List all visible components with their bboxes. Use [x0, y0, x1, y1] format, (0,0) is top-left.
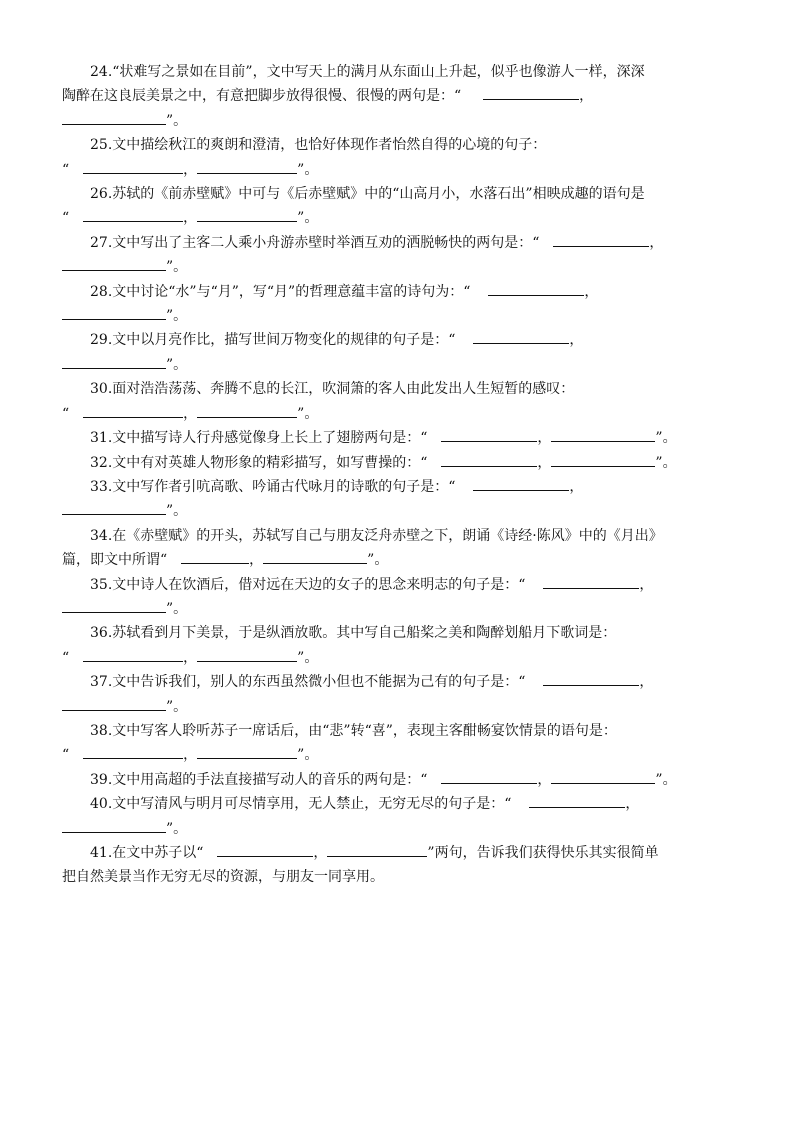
question-41-pre: 41.在文中苏子以“	[90, 845, 204, 861]
answer-blank[interactable]	[553, 231, 649, 247]
comma: ，	[625, 796, 640, 813]
answer-blank[interactable]	[217, 841, 313, 857]
closing-quote: ”。	[297, 210, 319, 227]
answer-blank[interactable]	[263, 548, 367, 564]
comma: ，	[183, 405, 198, 422]
question-36-answer	[62, 646, 742, 670]
opening-quote: “	[62, 649, 70, 666]
question-29	[62, 328, 742, 352]
closing-quote: ”。	[297, 161, 319, 178]
answer-blank[interactable]	[83, 206, 183, 222]
question-39	[62, 768, 742, 792]
question-31-text: 31.文中描写诗人行舟感觉像身上长上了翅膀两句是：“	[90, 430, 428, 447]
answer-blank[interactable]	[62, 109, 166, 125]
comma: ，	[579, 88, 594, 105]
answer-blank[interactable]	[83, 158, 183, 174]
question-26	[62, 182, 742, 206]
comma: ，	[183, 649, 198, 666]
answer-blank[interactable]	[473, 475, 569, 491]
answer-blank[interactable]	[62, 597, 166, 613]
question-41-line2: 把自然美景当作无穷无尽的资源，与朋友一同享用。	[62, 869, 384, 886]
comma: ，	[537, 771, 552, 788]
question-29-text: 29.文中以月亮作比，描写世间万物变化的规律的句子是：“	[90, 332, 456, 349]
question-32	[62, 451, 742, 475]
closing-quote: ”。	[655, 454, 677, 471]
question-35-text: 35.文中诗人在饮酒后，借对远在天边的女子的思念来明志的句子是：“	[90, 576, 526, 593]
closing-quote: ”。	[297, 747, 319, 764]
answer-blank[interactable]	[197, 158, 297, 174]
comma: ，	[183, 161, 198, 178]
answer-blank[interactable]	[551, 768, 655, 784]
question-41-cont	[62, 865, 742, 889]
question-28	[62, 280, 742, 304]
answer-blank[interactable]	[62, 817, 166, 833]
opening-quote: “	[62, 747, 70, 764]
answer-blank[interactable]	[441, 768, 537, 784]
answer-blank[interactable]	[483, 84, 579, 100]
answer-blank[interactable]	[441, 451, 537, 467]
answer-blank[interactable]	[62, 695, 166, 711]
question-26-answer	[62, 206, 742, 230]
closing-quote: ”。	[166, 698, 188, 715]
question-27	[62, 231, 742, 255]
question-25	[62, 133, 742, 157]
answer-blank[interactable]	[62, 304, 166, 320]
comma: ，	[584, 283, 599, 300]
closing-quote: ”。	[166, 308, 188, 325]
closing-quote: ”。	[655, 771, 677, 788]
answer-blank[interactable]	[181, 548, 249, 564]
closing-quote: ”。	[297, 405, 319, 422]
question-27-end	[62, 255, 742, 279]
answer-blank[interactable]	[62, 499, 166, 515]
question-35	[62, 573, 742, 597]
answer-blank[interactable]	[441, 426, 537, 442]
opening-quote: “	[62, 405, 70, 422]
comma: ，	[569, 478, 584, 495]
answer-blank[interactable]	[83, 743, 183, 759]
answer-blank[interactable]	[473, 328, 569, 344]
question-29-end	[62, 353, 742, 377]
opening-quote: “	[62, 210, 70, 227]
comma: ，	[183, 747, 198, 764]
comma: ，	[649, 234, 664, 251]
question-41-post: ”两句，告诉我们获得快乐其实很简单	[427, 845, 659, 861]
question-37-end	[62, 695, 742, 719]
question-34	[62, 524, 742, 548]
question-41	[62, 841, 742, 865]
answer-blank[interactable]	[488, 280, 584, 296]
answer-blank[interactable]	[83, 402, 183, 418]
closing-quote: ”。	[166, 503, 188, 520]
comma: ，	[249, 552, 264, 569]
question-40	[62, 792, 742, 816]
closing-quote: ”。	[297, 649, 319, 666]
question-38	[62, 719, 742, 743]
answer-blank[interactable]	[551, 426, 655, 442]
question-40-end	[62, 817, 742, 841]
question-38-answer	[62, 743, 742, 767]
question-24	[62, 60, 742, 84]
question-38-text: 38.文中写客人聆听苏子一席话后，由“悲”转“喜”，表现主客酣畅宴饮情景的语句是：	[90, 722, 617, 739]
question-34-cont	[62, 548, 742, 572]
question-40-text: 40.文中写清风与明月可尽情享用，无人禁止，无穷无尽的句子是：“	[90, 796, 512, 813]
comma: ，	[313, 845, 328, 861]
closing-quote: ”。	[166, 259, 188, 276]
closing-quote: ”。	[655, 430, 677, 447]
answer-blank[interactable]	[543, 573, 639, 589]
question-32-text: 32.文中有对英雄人物形象的精彩描写，如写曹操的：“	[90, 454, 428, 471]
closing-quote: ”。	[166, 600, 188, 617]
answer-blank[interactable]	[62, 353, 166, 369]
question-36	[62, 621, 742, 645]
answer-blank[interactable]	[62, 255, 166, 271]
comma: ，	[569, 332, 584, 349]
question-24-cont	[62, 84, 742, 108]
closing-quote: ”。	[166, 820, 188, 837]
question-34-line2: 篇，即文中所谓“	[62, 552, 168, 569]
question-28-text: 28.文中讨论“水”与“月”，写“月”的哲理意蕴丰富的诗句为：“	[90, 283, 471, 300]
answer-blank[interactable]	[197, 206, 297, 222]
answer-blank[interactable]	[551, 451, 655, 467]
answer-blank[interactable]	[197, 402, 297, 418]
question-27-text: 27.文中写出了主客二人乘小舟游赤壁时举酒互劝的洒脱畅快的两句是：“	[90, 234, 540, 251]
question-24-end	[62, 109, 742, 133]
question-39-text: 39.文中用高超的手法直接描写动人的音乐的两句是：“	[90, 771, 428, 788]
question-30-answer	[62, 402, 742, 426]
closing-quote: ”。	[166, 112, 188, 129]
answer-blank[interactable]	[83, 646, 183, 662]
question-37	[62, 670, 742, 694]
question-24-line2: 陶醉在这良辰美景之中，有意把脚步放得很慢、很慢的两句是：“	[62, 88, 462, 105]
comma: ，	[183, 210, 198, 227]
worksheet-page	[62, 60, 742, 890]
question-33-text: 33.文中写作者引吭高歌、吟诵古代咏月的诗歌的句子是：“	[90, 478, 456, 495]
question-34-line1: 34.在《赤壁赋》的开头，苏轼写自己与朋友泛舟赤壁之下，朗诵《诗经·陈风》中的《月出》	[90, 527, 663, 544]
closing-quote: ”。	[367, 552, 389, 569]
answer-blank[interactable]	[543, 670, 639, 686]
answer-blank[interactable]	[197, 646, 297, 662]
question-31	[62, 426, 742, 450]
answer-blank[interactable]	[327, 841, 427, 857]
question-28-end	[62, 304, 742, 328]
comma: ，	[537, 430, 552, 447]
question-24-line1: 24.“状难写之景如在目前”，文中写天上的满月从东面山上升起，似乎也像游人一样，深深	[90, 64, 645, 80]
comma: ，	[537, 454, 552, 471]
question-36-text: 36.苏轼看到月下美景，于是纵酒放歌。其中写自己船桨之美和陶醉划船月下歌词是：	[90, 625, 617, 642]
question-25-text: 25.文中描绘秋江的爽朗和澄清，也恰好体现作者怡然自得的心境的句子：	[90, 137, 547, 154]
question-26-text: 26.苏轼的《前赤壁赋》中可与《后赤壁赋》中的“山高月小，水落石出”相映成趣的语句是	[90, 186, 645, 203]
question-25-answer	[62, 158, 742, 182]
comma: ，	[639, 576, 654, 593]
question-30	[62, 377, 742, 401]
question-35-end	[62, 597, 742, 621]
question-33	[62, 475, 742, 499]
closing-quote: ”。	[166, 356, 188, 373]
answer-blank[interactable]	[529, 792, 625, 808]
opening-quote: “	[62, 161, 70, 178]
question-30-text: 30.面对浩浩荡荡、奔腾不息的长江，吹洞箫的客人由此发出人生短暂的感叹：	[90, 381, 575, 398]
comma: ，	[639, 674, 654, 691]
answer-blank[interactable]	[197, 743, 297, 759]
question-33-end	[62, 499, 742, 523]
question-37-text: 37.文中告诉我们，别人的东西虽然微小但也不能据为己有的句子是：“	[90, 674, 526, 691]
